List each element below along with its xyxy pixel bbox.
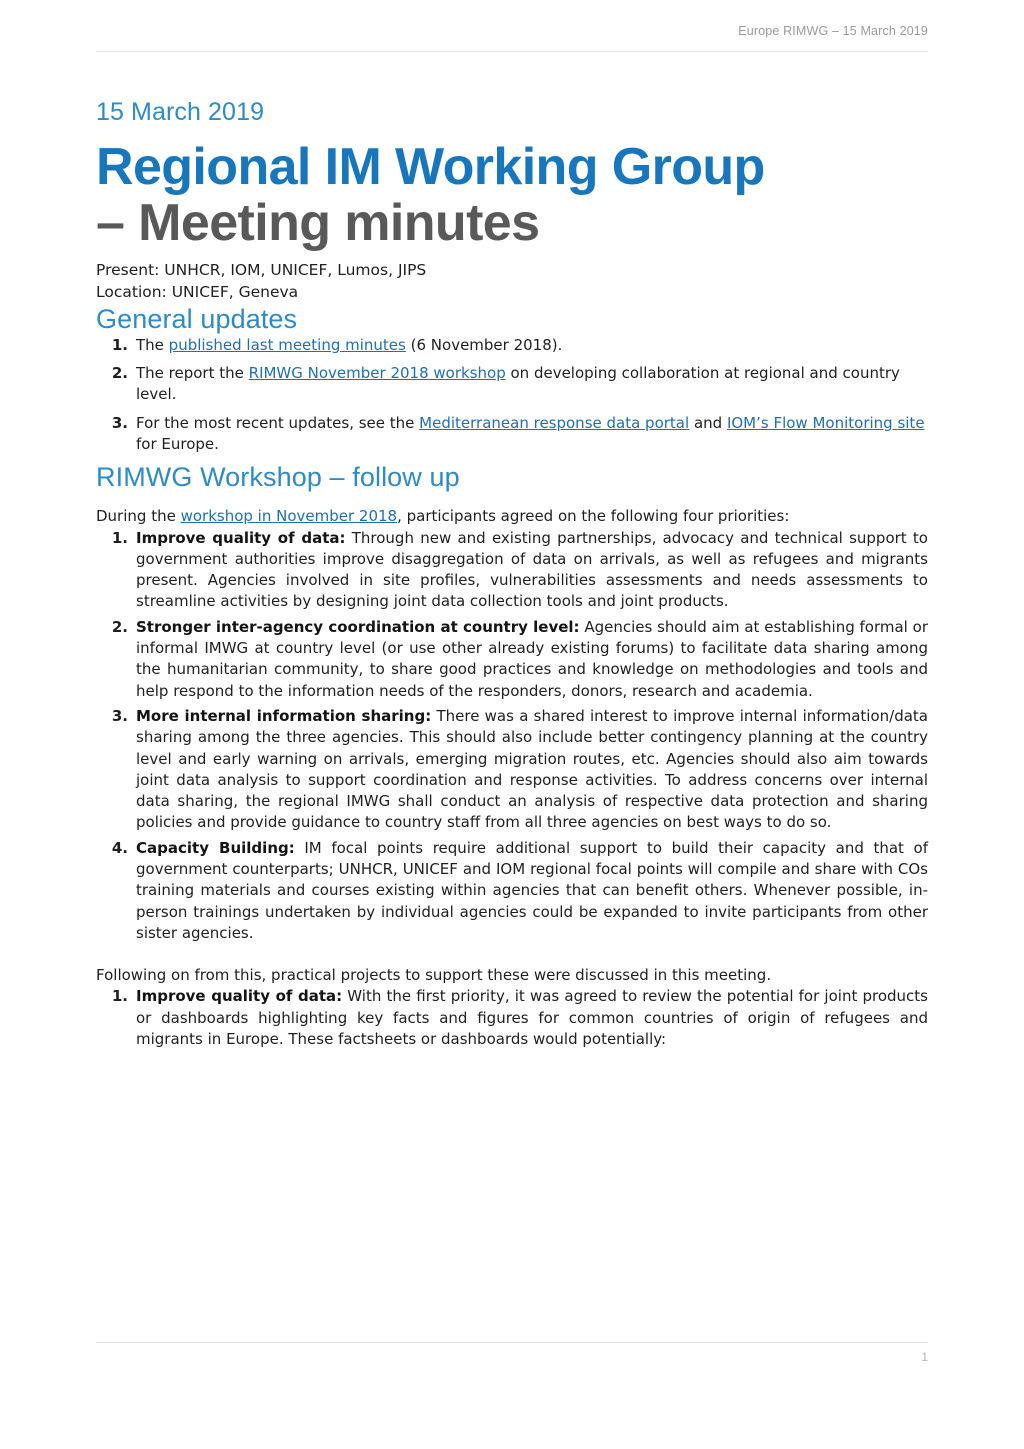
location-line: Location: UNICEF, Geneva [96,283,299,302]
running-header-text: Europe RIMWG – 15 March 2019 [738,24,928,38]
following-paragraph: Following on from this, practical projects to support these were discussed in this meeting. [96,966,772,985]
list-item-lead: Stronger inter-agency coordination at country level: [136,617,580,636]
list-item-number: 1. [111,987,128,1006]
present-line: Present: UNHCR, IOM, UNICEF, Lumos, JIPS [96,260,427,279]
list-item-number: 1. [111,335,128,354]
list-item-text-mid: and [689,413,727,432]
list-item-number: 3. [111,706,128,725]
link-iom-flow-monitoring-site[interactable]: IOM’s Flow Monitoring site [726,413,925,432]
list-item-number: 2. [111,617,128,636]
workshop-intro-suffix: , participants agreed on the following four priorities: [397,507,790,526]
running-header [96,0,928,38]
list-item-lead: Improve quality of data: [136,528,346,547]
title-block [96,99,928,304]
section-heading-general-updates: General updates [96,303,298,334]
list-item-text: With the first priority, it was agreed to review the potential for joint products or dashboards highlighting key facts and figures for common countries of origin of refugees and migrants in Europe. These factsheets or dashboards would potentially: [136,987,928,1049]
document-date: 15 March 2019 [96,98,265,126]
page-title [96,139,928,251]
list-item [96,986,928,1050]
list-item-text-suffix: on developing collaboration at regional and country level. [136,364,900,404]
list-item-text: Through new and existing partnerships, advocacy and technical support to government authorities improve disaggregation of data on arrivals, as well as refugees and migrants present. Agencies involved in site profiles, vulnerabilities assessments and needs assessments to streamline activities by designing joint data collection tools and joint products. [136,528,928,611]
priorities-list [96,528,928,945]
list-item-number: 1. [111,528,128,547]
list-item [96,706,928,834]
general-updates-list [96,335,928,455]
list-item-text-suffix: for Europe. [136,434,219,453]
list-item-text-prefix: The [136,335,169,354]
list-item-text-suffix: (6 November 2018). [405,335,563,354]
list-item-number: 3. [111,413,128,432]
list-item-lead: Improve quality of data: [136,987,343,1006]
list-item-text: Agencies should aim at establishing formal or informal IMWG at country level (or use other already existing forums) to facilitate data sharing among the humanitarian community, to share good practices and knowledge on methodologies and tools and help respond to the information needs of the responders, donors, research and academia. [136,617,928,700]
section-heading-rimwg-workshop: RIMWG Workshop – follow up [96,462,460,493]
link-mediterranean-response-data-portal[interactable]: Mediterranean response data portal [419,413,690,432]
link-rimwg-november-2018-workshop[interactable]: RIMWG November 2018 workshop [248,364,506,383]
projects-list [96,986,928,1050]
list-item-lead: Capacity Building: [136,838,295,857]
document-footer [96,1342,928,1364]
list-item [96,838,928,944]
list-item [96,335,928,356]
page-title-line1: Regional IM Working Group [96,137,765,196]
meeting-meta [96,259,928,304]
list-item-text-prefix: For the most recent updates, see the [136,413,420,432]
workshop-intro-prefix: During the [96,507,181,526]
header-divider [96,51,928,52]
list-item [96,413,928,456]
link-published-last-meeting-minutes[interactable]: published last meeting minutes [168,335,406,354]
list-item-text: There was a shared interest to improve internal information/data sharing among the three agencies. This should also include better contingency planning at the country level and early warning on arrivals, emerging migration routes, etc. Agencies should also aim towards joint data analysis to support coordination and response activities. To address concerns over internal data sharing, the regional IMWG shall conduct an analysis of respective data protection and sharing policies and provide guidance to country staff from all three agencies on best ways to do so. [136,706,928,832]
list-item-number: 2. [111,364,128,383]
list-item-number: 4. [111,838,128,857]
list-item-lead: More internal information sharing: [136,706,432,725]
list-item [96,617,928,702]
footer-divider [96,1342,928,1343]
list-item [96,363,928,406]
list-item [96,528,928,613]
page-title-line2: – Meeting minutes [96,193,540,252]
link-workshop-in-november-2018[interactable]: workshop in November 2018 [180,507,398,526]
list-item-text: IM focal points require additional support to build their capacity and that of government counterparts; UNHCR, UNICEF and IOM regional focal points will compile and share with COs training materials and courses existing within agencies that can benefit others. Whenever possible, in-person trainings undertaken by individual agencies could be expanded to invite participants from other sister agencies. [136,838,928,942]
workshop-intro-paragraph [96,506,928,527]
page-number: 1 [921,1350,928,1364]
list-item-text-prefix: The report the [136,364,249,383]
